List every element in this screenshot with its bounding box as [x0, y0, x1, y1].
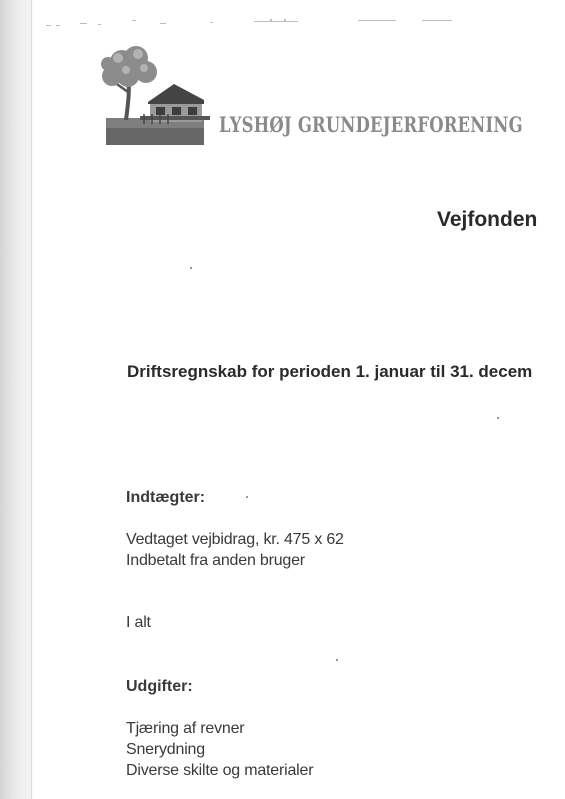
period-heading: Driftsregnskab for perioden 1. januar til 31. decem: [127, 362, 533, 381]
scan-speck: [497, 417, 499, 419]
income-heading: Indtægter:: [126, 489, 206, 506]
income-total-label: I alt: [126, 614, 151, 631]
scan-left-edge: [0, 0, 34, 799]
scan-speck: [246, 496, 248, 498]
scan-edge-line: [31, 0, 32, 799]
expense-item: Diverse skilte og materialer: [126, 762, 314, 779]
scan-speck: [190, 267, 192, 269]
page-title: Vejfonden: [437, 208, 538, 231]
expenses-heading: Udgifter:: [126, 678, 193, 695]
organization-name: LYSHØJ GRUNDEJERFORENING: [219, 112, 523, 137]
income-item: Vedtaget vejbidrag, kr. 475 x 62: [126, 531, 344, 548]
expense-item: Snerydning: [126, 741, 205, 758]
income-item: Indbetalt fra anden bruger: [126, 552, 305, 569]
scan-noise-top: [40, 16, 480, 30]
expense-item: Tjæring af revner: [126, 720, 245, 737]
tree-and-house-logo-icon: [100, 44, 210, 148]
scan-speck: [336, 659, 338, 661]
